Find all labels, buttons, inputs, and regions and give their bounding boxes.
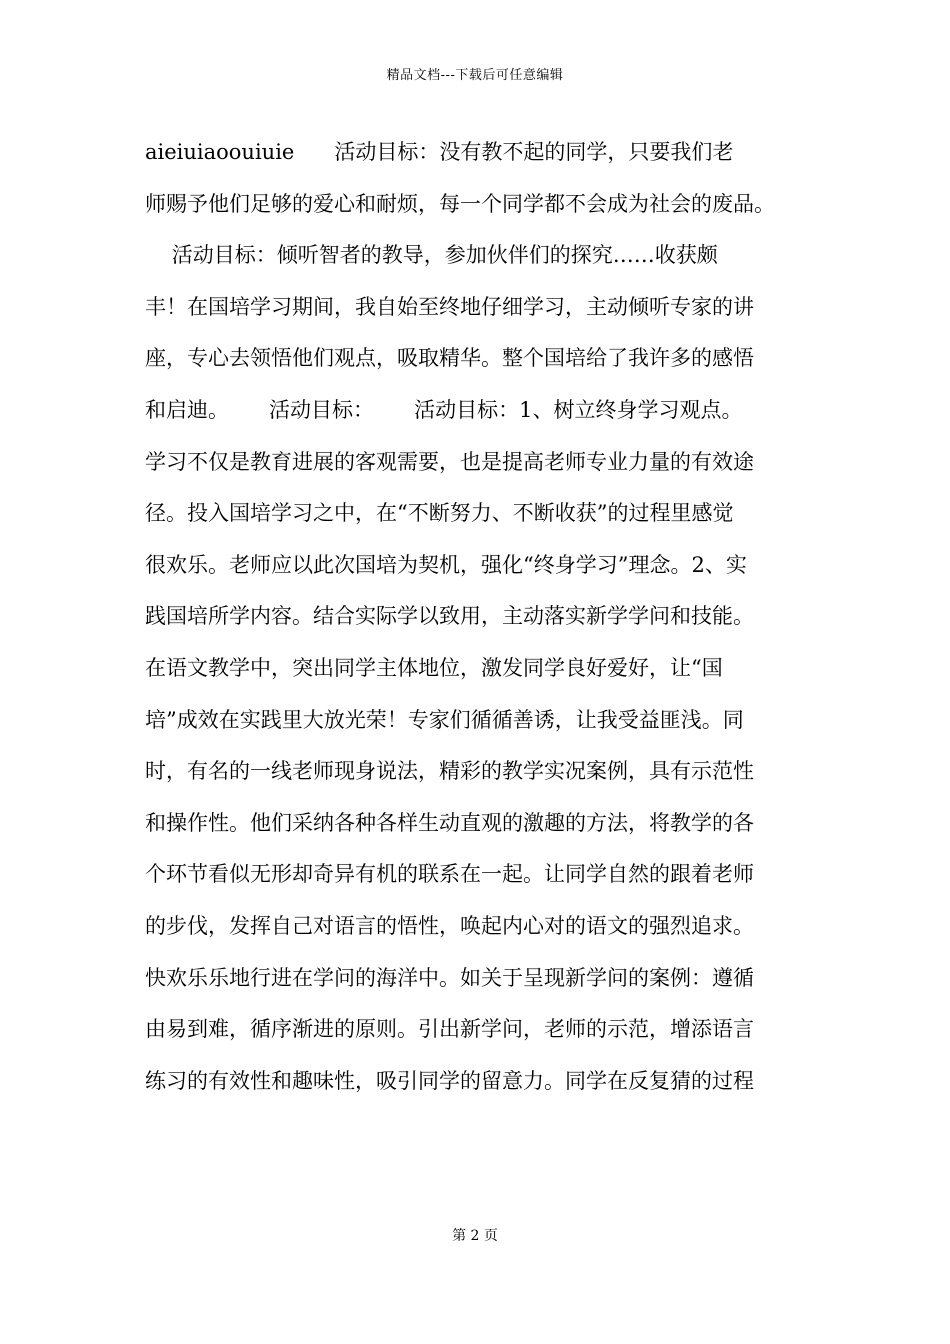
text-line: 师赐予他们足够的爱心和耐烦，每一个同学都不会成为社会的废品。 [145,191,775,216]
text-line: 的步伐，发挥自己对语言的悟性，唤起内心对的语文的强烈追求。 [145,913,754,938]
text-line: 践国培所学内容。结合实际学以致用，主动落实新学学问和技能。 [145,604,754,629]
text-line: 活动目标：倾听智者的教导，参加伙伴们的探究……收获颇 [145,243,718,268]
text-line: 座，专心去领悟他们观点，吸取精华。整个国培给了我许多的感悟 [145,346,754,371]
text-line: 学习不仅是教育进展的客观需要，也是提高老师专业力量的有效途 [145,449,754,474]
text-line: 径。投入国培学习之中，在“不断努力、不断收获”的过程里感觉 [145,501,734,526]
document-body [145,127,810,1107]
text-line: 培”成效在实践里大放光荣！专家们循循善诱，让我受益匪浅。同 [145,707,744,732]
text-line: 在语文教学中，突出同学主体地位，激发同学良好爱好，让“国 [145,655,723,680]
text-line: 和操作性。他们采纳各种各样生动直观的激趣的方法，将教学的各 [145,810,754,835]
text-line: 练习的有效性和趣味性，吸引同学的留意力。同学在反复猜的过程 [145,1068,754,1093]
text-line: 很欢乐。老师应以此次国培为契机，强化“终身学习”理念。2、实 [145,552,747,577]
text-line: 时，有名的一线老师现身说法，精彩的教学实况案例，具有示范性 [145,759,754,784]
page-header: 精品文档---下载后可任意编辑 [386,68,564,83]
page-number: 第 2 页 [452,1228,498,1244]
text-line: 由易到难，循序渐进的原则。引出新学问，老师的示范，增添语言 [145,1017,754,1042]
text-line: 丰！在国培学习期间，我自始至终地仔细学习，主动倾听专家的讲 [145,294,754,319]
text-line: 快欢乐乐地行进在学问的海洋中。如关于呈现新学问的案例：遵循 [145,965,754,990]
text-line: 和启迪。 活动目标： 活动目标：1、树立终身学习观点。 [145,397,743,422]
text-line: 个环节看似无形却奇异有机的联系在一起。让同学自然的跟着老师 [145,862,754,887]
text-line: aieiuiaoouiuie 活动目标：没有教不起的同学，只要我们老 [145,140,734,164]
